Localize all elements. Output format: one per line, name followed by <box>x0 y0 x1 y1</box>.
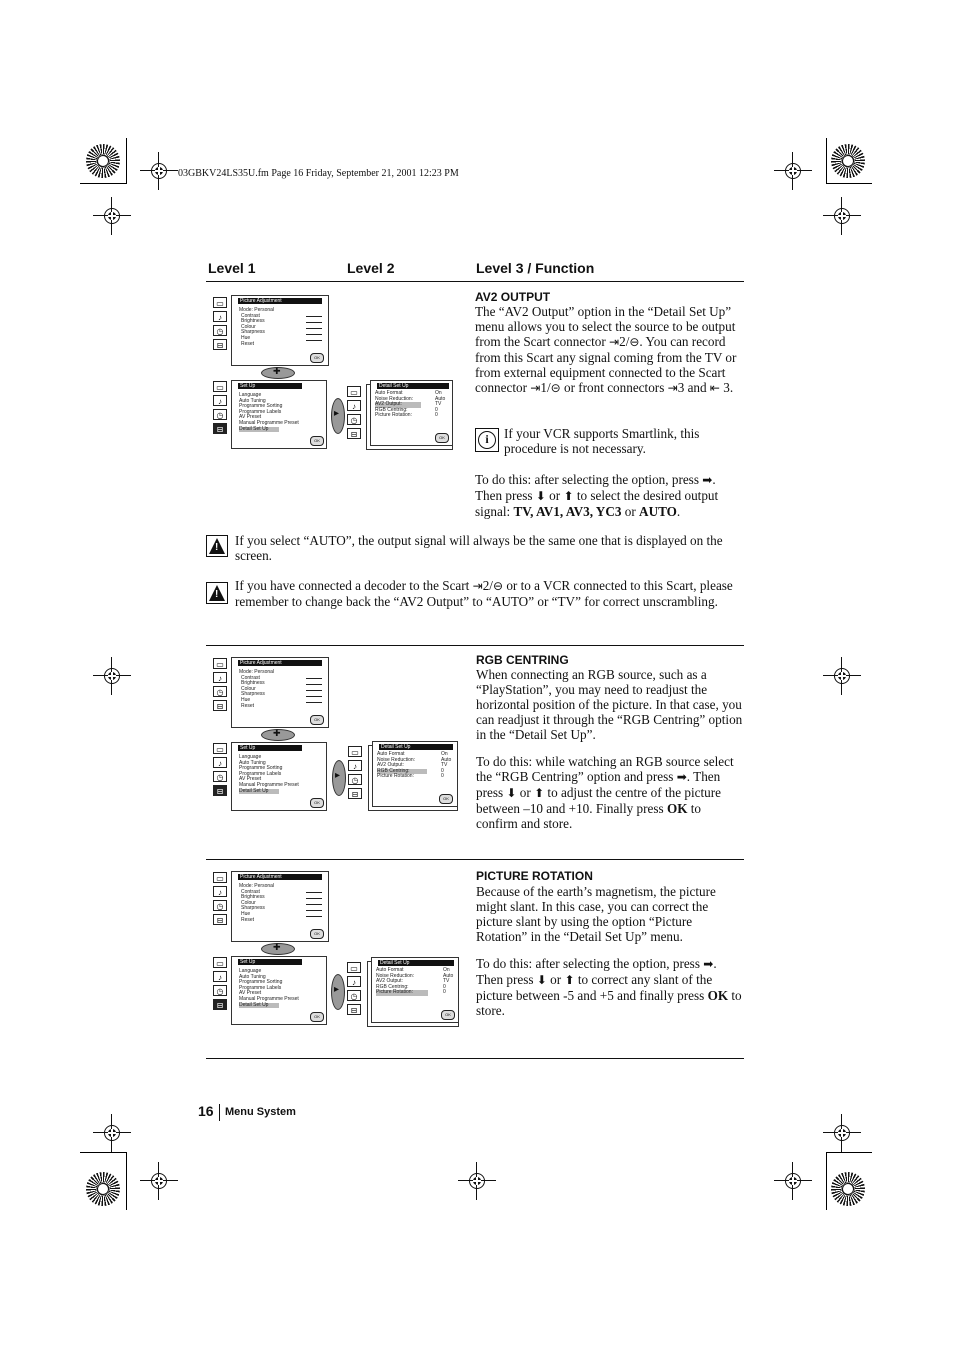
menu-line: Programme Labels <box>239 984 282 991</box>
setup-screen <box>231 380 327 449</box>
detail-setup-screen <box>371 957 459 1023</box>
menu-line: Auto Format <box>376 967 404 973</box>
setup-icon: ⊟ <box>213 700 227 711</box>
slider-bar <box>306 316 322 317</box>
menu-line: Hue <box>241 696 251 703</box>
menu-title: Picture Adjustment <box>238 660 322 666</box>
menu-line: Sharpness <box>241 905 265 912</box>
menu-line: Programme Labels <box>239 408 282 415</box>
menu-icon-column <box>348 746 364 802</box>
menu-line-selected: Detail Set Up <box>239 427 279 433</box>
menu-value: TV <box>443 978 450 985</box>
timer-icon: ◷ <box>213 409 227 420</box>
timer-icon: ◷ <box>213 771 227 782</box>
crosshair-mark <box>101 665 123 687</box>
slider-bar <box>306 696 322 697</box>
menu-line: Auto Tuning <box>239 759 266 766</box>
menu-line: Colour <box>241 899 256 906</box>
menu-title: Picture Adjustment <box>238 874 322 880</box>
ok-badge: OK <box>310 1012 324 1022</box>
crosshair-mark <box>101 205 123 227</box>
menu-line-selected: Detail Set Up <box>239 789 279 795</box>
ok-badge: OK <box>435 433 449 443</box>
menu-line: Brightness <box>241 680 265 687</box>
picture-adjustment-screen <box>231 871 329 942</box>
menu-line: Contrast <box>241 888 260 895</box>
menu-line: RGB Centring: <box>375 406 408 413</box>
section-rule <box>206 1058 744 1059</box>
up-arrow-icon: ⬆ <box>563 489 574 503</box>
slider-bar <box>306 916 322 917</box>
sound-icon: ♪ <box>213 971 227 982</box>
setup-icon: ⊟ <box>213 785 227 796</box>
menu-line: Language <box>239 392 262 398</box>
crop-line <box>826 138 827 184</box>
menu-icon-column <box>213 381 229 437</box>
section-rule <box>206 645 744 646</box>
scart-icon: ⇥ <box>472 579 483 593</box>
menu-title: Detail Set Up <box>379 744 453 750</box>
crop-line <box>126 1152 127 1210</box>
timer-icon: ◷ <box>213 325 227 336</box>
menu-icon-column <box>213 872 229 928</box>
menu-line: Hue <box>241 910 251 917</box>
slider-bar <box>306 904 322 905</box>
menu-line: AV2 Output: <box>377 762 404 769</box>
header-rule <box>206 281 744 282</box>
slider-bar <box>306 898 322 899</box>
av2-warning-1: If you select “AUTO”, the output signal will always be the same one that is displayed on the screen. <box>235 533 723 563</box>
input-icon: ⇤ <box>709 381 720 395</box>
menu-value: 0 <box>435 406 438 413</box>
menu-value: 0 <box>443 983 446 990</box>
picture-icon: ▭ <box>347 386 361 397</box>
sound-icon: ♪ <box>213 672 227 683</box>
rgb-paragraph-1: When connecting an RGB source, such as a “PlayStation”, you may need to readjust the horizontal position of the picture. In that case, you can readjust it through the “RGB Centring” option in the “Detail Set Up”. <box>476 667 743 742</box>
menu-title: Set Up <box>238 745 302 751</box>
menu-value: Auto <box>435 395 446 402</box>
menu-line: RGB Centring: <box>376 983 409 990</box>
right-arrow-icon: ➡ <box>703 957 714 971</box>
slider-bar <box>306 690 322 691</box>
menu-line: Manual Programme Preset <box>239 995 299 1002</box>
menu-line-selected: Picture Rotation: <box>376 990 428 996</box>
av2-note: If your VCR supports Smartlink, this procedure is not necessary. <box>504 426 700 456</box>
timer-icon: ◷ <box>347 990 361 1001</box>
crop-line <box>80 1152 126 1153</box>
nav-right-oval <box>331 974 345 1010</box>
slider-bar <box>306 910 322 911</box>
down-arrow-icon: ⬇ <box>506 786 517 800</box>
footer-divider <box>219 1104 220 1121</box>
picture-adjustment-screen <box>231 657 329 728</box>
menu-line: Reset <box>241 702 255 709</box>
file-info: 03GBKV24LS35U.fm Page 16 Friday, September 21, 2001 12:23 PM <box>178 168 459 179</box>
setup-icon: ⊟ <box>347 1004 361 1015</box>
menu-line-selected: AV2 Output: <box>375 402 421 408</box>
menu-line: Auto Format <box>377 751 405 757</box>
page-number: 16 <box>198 1103 214 1119</box>
nav-down-oval <box>261 729 295 741</box>
av2-paragraph-2: To do this: after selecting the option, press ➡. Then press ⬇ or ⬆ to select the desired output signal: TV, AV1, AV3, YC3 or AUTO. <box>475 472 719 519</box>
ok-badge: OK <box>310 353 324 363</box>
slider-bar <box>306 328 322 329</box>
slider-bar <box>306 702 322 703</box>
crop-line <box>826 1152 872 1153</box>
rgb-paragraph-2: To do this: while watching an RGB source select the “RGB Centring” option and press ➡. Then press ⬇ or ⬆ to adjust the centre of the picture between –10 and +10. Finally press OK to confirm and store. <box>476 754 734 831</box>
rotation-title: PICTURE ROTATION <box>476 869 593 883</box>
info-icon: i <box>475 428 499 452</box>
timer-icon: ◷ <box>347 414 361 425</box>
input-icon: ⇥ <box>667 381 678 395</box>
menu-line: AV Preset <box>239 414 262 421</box>
registration-starburst-top-right <box>831 144 865 178</box>
menu-line: AV Preset <box>239 990 262 997</box>
menu-title: Set Up <box>238 383 302 389</box>
setup-icon: ⊟ <box>347 428 361 439</box>
menu-icon-column <box>213 658 229 714</box>
menu-line: Reset <box>241 916 255 923</box>
down-arrow-icon: ⬇ <box>536 973 547 987</box>
scart-icon: ⇥ <box>609 335 620 349</box>
slider-bar <box>306 334 322 335</box>
sound-icon: ♪ <box>348 760 362 771</box>
detail-setup-screen <box>372 741 458 807</box>
warning-icon <box>206 535 228 557</box>
slider-bar <box>306 322 322 323</box>
picture-icon: ▭ <box>347 962 361 973</box>
menu-line: Picture Rotation: <box>377 773 414 780</box>
menu-icon-column <box>213 743 229 799</box>
crop-line <box>126 138 127 184</box>
setup-screen <box>231 742 327 811</box>
setup-screen <box>231 956 327 1025</box>
rotation-paragraph-2: To do this: after selecting the option, press ➡. Then press ⬇ or ⬆ to correct any slant of the picture between -5 and +5 and finally press OK to store. <box>476 956 742 1018</box>
menu-value: On <box>435 390 442 396</box>
ok-badge: OK <box>310 715 324 725</box>
crosshair-mark <box>148 1170 170 1192</box>
sound-icon: ♪ <box>347 400 361 411</box>
down-arrow-icon: ⬇ <box>535 489 546 503</box>
timer-icon: ◷ <box>213 686 227 697</box>
registration-starburst-bottom-left <box>86 1172 120 1206</box>
crosshair-mark <box>831 1122 853 1144</box>
menu-value: On <box>443 967 450 973</box>
section-rule <box>206 859 744 860</box>
ok-badge: OK <box>310 929 324 939</box>
timer-icon: ◷ <box>213 900 227 911</box>
registration-starburst-top-left <box>86 144 120 178</box>
smartlink-icon: ⊖ <box>629 335 640 349</box>
picture-icon: ▭ <box>348 746 362 757</box>
menu-line: Sharpness <box>241 329 265 336</box>
slider-bar <box>306 684 322 685</box>
smartlink-icon: ⊖ <box>492 579 504 593</box>
menu-line: Hue <box>241 334 251 341</box>
menu-title: Set Up <box>238 959 302 965</box>
menu-title: Detail Set Up <box>378 960 454 966</box>
picture-icon: ▭ <box>213 743 227 754</box>
menu-line: Language <box>239 968 262 974</box>
setup-icon: ⊟ <box>213 999 227 1010</box>
nav-right-oval <box>331 398 345 434</box>
timer-icon: ◷ <box>348 774 362 785</box>
menu-line: Programme Sorting <box>239 979 283 986</box>
ok-badge: OK <box>310 798 324 808</box>
menu-line: Colour <box>241 323 256 330</box>
menu-line: Manual Programme Preset <box>239 781 299 788</box>
timer-icon: ◷ <box>213 985 227 996</box>
menu-icon-column <box>347 962 363 1018</box>
sound-icon: ♪ <box>213 886 227 897</box>
crop-line <box>826 1152 827 1210</box>
menu-value: TV <box>441 762 448 769</box>
right-arrow-icon: ➡ <box>702 473 713 487</box>
menu-line: Manual Programme Preset <box>239 419 299 426</box>
column-level2: Level 2 <box>347 260 395 276</box>
sound-icon: ♪ <box>213 757 227 768</box>
sound-icon: ♪ <box>347 976 361 987</box>
picture-icon: ▭ <box>213 297 227 308</box>
slider-bar <box>306 892 322 893</box>
menu-icon-column <box>213 297 229 353</box>
menu-value: 0 <box>443 989 446 996</box>
picture-icon: ▭ <box>213 957 227 968</box>
menu-line: Sharpness <box>241 691 265 698</box>
slider-bar <box>306 678 322 679</box>
rotation-paragraph-1: Because of the earth’s magnetism, the picture might slant. In this case, you can correct the picture slant by using the option “Picture Rotation” in the “Detail Set Up” menu. <box>476 884 716 944</box>
av2-warning-2: If you have connected a decoder to the Scart ⇥2/⊖ or to a VCR connected to this Scart, please remember to change back the “AV2 Output” to “AUTO” or “TV” for correct unscrambling. <box>235 578 733 609</box>
menu-line: Auto Format <box>375 390 403 396</box>
picture-adjustment-screen <box>231 295 329 366</box>
up-arrow-icon: ⬆ <box>564 973 575 987</box>
up-arrow-icon: ⬆ <box>534 786 545 800</box>
menu-line: AV2 Output: <box>376 978 403 985</box>
menu-value: On <box>441 751 448 757</box>
rgb-title: RGB CENTRING <box>476 653 569 667</box>
picture-icon: ▭ <box>213 658 227 669</box>
menu-line: Contrast <box>241 312 260 319</box>
ok-badge: OK <box>310 436 324 446</box>
av2-paragraph-1: The “AV2 Output” option in the “Detail Set Up” menu allows you to select the source to be output from the Scart connector ⇥2/⊖. You can record from this Scart any signal coming from the TV or from external equipment connected to the Scart connector ⇥1/⊝ or front connectors ⇥3 and ⇤ 3. <box>475 304 737 395</box>
setup-icon: ⊟ <box>213 339 227 350</box>
menu-line: Colour <box>241 685 256 692</box>
menu-line: Brightness <box>241 894 265 901</box>
crosshair-mark <box>148 160 170 182</box>
picture-icon: ▭ <box>213 381 227 392</box>
nav-down-oval <box>261 367 295 379</box>
crosshair-mark <box>466 1170 488 1192</box>
menu-value: 0 <box>441 767 444 774</box>
nav-down-oval <box>261 943 295 955</box>
menu-line: Programme Sorting <box>239 765 283 772</box>
menu-value: TV <box>435 401 442 408</box>
menu-line: Mode: Personal <box>239 669 275 675</box>
menu-value: 0 <box>441 773 444 780</box>
menu-icon-column <box>213 957 229 1013</box>
picture-icon: ▭ <box>213 872 227 883</box>
column-level1: Level 1 <box>208 260 256 276</box>
menu-value: Auto <box>441 756 452 763</box>
menu-title: Picture Adjustment <box>238 298 322 304</box>
menu-line-selected: RGB Centring: <box>377 769 427 775</box>
menu-line: Auto Tuning <box>239 397 266 404</box>
menu-line: Programme Labels <box>239 770 282 777</box>
crosshair-mark <box>782 1170 804 1192</box>
ok-badge: OK <box>441 1010 455 1020</box>
menu-value: Auto <box>443 972 454 979</box>
crop-line <box>826 183 872 184</box>
menu-icon-column <box>347 386 363 442</box>
nav-right-oval <box>332 760 346 796</box>
menu-line: Language <box>239 754 262 760</box>
setup-icon: ⊟ <box>213 423 227 434</box>
crosshair-mark <box>831 205 853 227</box>
menu-line: Mode: Personal <box>239 307 275 313</box>
menu-line: Mode: Personal <box>239 883 275 889</box>
ok-badge: OK <box>439 794 453 804</box>
menu-line: Auto Tuning <box>239 973 266 980</box>
menu-line: AV Preset <box>239 776 262 783</box>
menu-line: Brightness <box>241 318 265 325</box>
crosshair-mark <box>782 160 804 182</box>
menu-line: Picture Rotation: <box>375 412 412 419</box>
sound-icon: ♪ <box>213 311 227 322</box>
setup-icon: ⊟ <box>213 914 227 925</box>
crop-line <box>80 183 126 184</box>
menu-line-selected: Detail Set Up <box>239 1003 279 1009</box>
menu-line: Programme Sorting <box>239 403 283 410</box>
sound-icon: ♪ <box>213 395 227 406</box>
av2-title: AV2 OUTPUT <box>475 290 551 304</box>
setup-icon: ⊟ <box>348 788 362 799</box>
column-level3: Level 3 / Function <box>476 260 595 276</box>
crosshair-mark <box>101 1122 123 1144</box>
menu-line: Noise Reduction: <box>375 395 414 402</box>
menu-line: Contrast <box>241 674 260 681</box>
warning-icon <box>206 582 228 604</box>
menu-line: Noise Reduction: <box>377 756 416 763</box>
scart-icon: ⇥ <box>530 381 541 395</box>
registration-starburst-bottom-right <box>831 1172 865 1206</box>
right-arrow-icon: ➡ <box>676 770 687 784</box>
menu-title: Detail Set Up <box>377 383 449 389</box>
menu-line: Reset <box>241 340 255 347</box>
detail-setup-screen <box>370 380 453 446</box>
menu-value: 0 <box>435 412 438 419</box>
menu-line: Noise Reduction: <box>376 972 415 979</box>
crosshair-mark <box>831 665 853 687</box>
footer-section: Menu System <box>225 1106 296 1118</box>
decoder-icon: ⊝ <box>550 381 561 395</box>
slider-bar <box>306 340 322 341</box>
